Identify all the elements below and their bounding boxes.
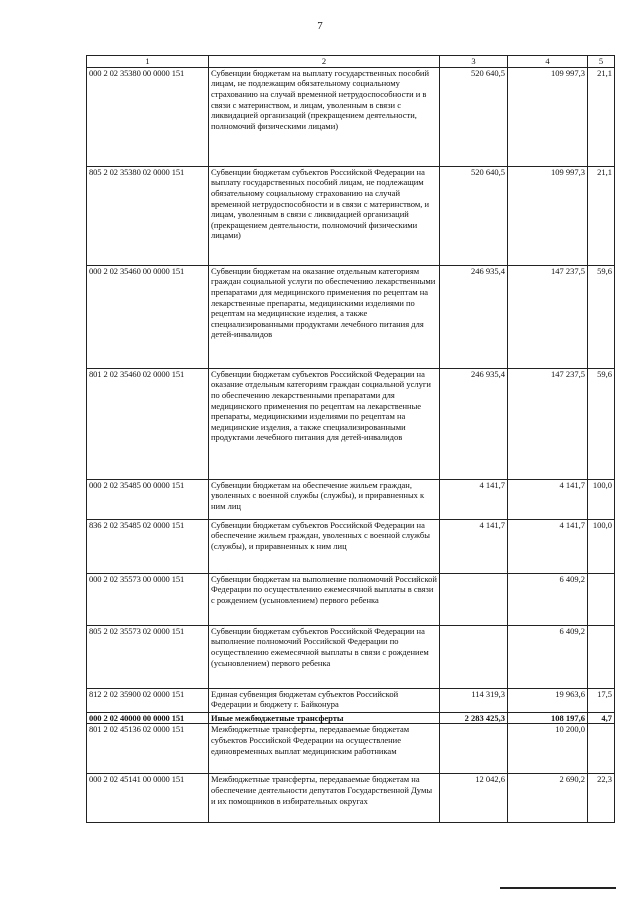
- budget-code-cell: 000 2 02 40000 00 0000 151: [87, 712, 209, 724]
- percent-cell: 59,6: [588, 368, 615, 479]
- plan-amount-cell: [440, 573, 508, 625]
- plan-amount-cell: 246 935,4: [440, 265, 508, 368]
- table-row: [87, 479, 615, 519]
- plan-amount-cell: 114 319,3: [440, 688, 508, 712]
- percent-cell: [588, 625, 615, 688]
- column-header-3: 3: [440, 56, 508, 68]
- description-cell: Субвенции бюджетам на оказание отдельным категориям граждан социальной услуги по обеспечению лекарственными препаратами для медицинского применения по рецептам на лекарственные препараты, медицинскими изделиями по рецептам на медицинские изделия, а также специализированными продуктами лечебного питания для детей-инвалидов: [209, 265, 440, 368]
- percent-cell: [588, 724, 615, 774]
- actual-amount-cell: 109 997,3: [508, 166, 588, 265]
- actual-amount-cell: 19 963,6: [508, 688, 588, 712]
- percent-cell: 21,1: [588, 166, 615, 265]
- column-header-5: 5: [588, 56, 615, 68]
- description-cell: Субвенции бюджетам субъектов Российской Федерации на выполнение полномочий Российской Федерации по осуществлению ежемесячной выплаты в связи с рождением (усыновлением) первого ребенка: [209, 625, 440, 688]
- description-cell: Субвенции бюджетам субъектов Российской Федерации на выплату государственных пособий лицам, не подлежащим обязательному социальному страхованию на случай временной нетрудоспособности и в связи с материнством, и лицам, уволенным в связи с ликвидацией организаций (прекращением деятельности, полномочий физическими лицами): [209, 166, 440, 265]
- actual-amount-cell: 4 141,7: [508, 479, 588, 519]
- budget-code-cell: 000 2 02 35460 00 0000 151: [87, 265, 209, 368]
- description-cell: Субвенции бюджетам на выплату государственных пособий лицам, не подлежащим обязательному социальному страхованию на случай временной нетрудоспособности и в связи с материнством, и лицам, уволенным в связи с ликвидацией организаций (прекращением деятельности, полномочий физическими лицами): [209, 67, 440, 166]
- table-body: [87, 67, 615, 823]
- column-header-4: 4: [508, 56, 588, 68]
- description-cell: Межбюджетные трансферты, передаваемые бюджетам субъектов Российской Федерации на осуществление единовременных выплат медицинским работникам: [209, 724, 440, 774]
- plan-amount-cell: [440, 625, 508, 688]
- plan-amount-cell: 246 935,4: [440, 368, 508, 479]
- budget-code-cell: 812 2 02 35900 02 0000 151: [87, 688, 209, 712]
- description-cell: Иные межбюджетные трансферты: [209, 712, 440, 724]
- table-row: [87, 67, 615, 166]
- budget-table: [86, 55, 615, 823]
- budget-code-cell: 000 2 02 45141 00 0000 151: [87, 774, 209, 823]
- budget-code-cell: 805 2 02 35573 02 0000 151: [87, 625, 209, 688]
- plan-amount-cell: 4 141,7: [440, 479, 508, 519]
- actual-amount-cell: 4 141,7: [508, 519, 588, 573]
- table-row: [87, 712, 615, 724]
- percent-cell: 100,0: [588, 519, 615, 573]
- description-cell: Субвенции бюджетам на выполнение полномочий Российской Федерации по осуществлению ежемесячной выплаты в связи с рождением (усыновлением) первого ребенка: [209, 573, 440, 625]
- actual-amount-cell: 108 197,6: [508, 712, 588, 724]
- page-number: 7: [317, 20, 323, 32]
- plan-amount-cell: 12 042,6: [440, 774, 508, 823]
- description-cell: Субвенции бюджетам субъектов Российской Федерации на оказание отдельным категориям граждан социальной услуги по обеспечению лекарственными препаратами для медицинского применения по рецептам на лекарственные препараты, медицинскими изделиями по рецептам на медицинские изделия, а также специализированными продуктами лечебного питания для детей-инвалидов: [209, 368, 440, 479]
- column-header-2: 2: [209, 56, 440, 68]
- actual-amount-cell: 6 409,2: [508, 625, 588, 688]
- budget-code-cell: 836 2 02 35485 02 0000 151: [87, 519, 209, 573]
- percent-cell: 21,1: [588, 67, 615, 166]
- description-cell: Межбюджетные трансферты, передаваемые бюджетам на обеспечение деятельности депутатов Государственной Думы и их помощников в избирательных округах: [209, 774, 440, 823]
- table-row: [87, 368, 615, 479]
- percent-cell: 59,6: [588, 265, 615, 368]
- table-row: [87, 166, 615, 265]
- actual-amount-cell: 2 690,2: [508, 774, 588, 823]
- percent-cell: [588, 573, 615, 625]
- table-header-row: [87, 56, 615, 68]
- actual-amount-cell: 109 997,3: [508, 67, 588, 166]
- budget-code-cell: 801 2 02 45136 02 0000 151: [87, 724, 209, 774]
- plan-amount-cell: 520 640,5: [440, 166, 508, 265]
- table-row: [87, 265, 615, 368]
- budget-code-cell: 805 2 02 35380 02 0000 151: [87, 166, 209, 265]
- plan-amount-cell: [440, 724, 508, 774]
- description-cell: Единая субвенция бюджетам субъектов Российской Федерации и бюджету г. Байконура: [209, 688, 440, 712]
- percent-cell: 17,5: [588, 688, 615, 712]
- percent-cell: 22,3: [588, 774, 615, 823]
- description-cell: Субвенции бюджетам на обеспечение жильем граждан, уволенных с военной службы (службы), и приравненных к ним лиц: [209, 479, 440, 519]
- actual-amount-cell: 10 200,0: [508, 724, 588, 774]
- percent-cell: 100,0: [588, 479, 615, 519]
- plan-amount-cell: 2 283 425,3: [440, 712, 508, 724]
- description-cell: Субвенции бюджетам субъектов Российской Федерации на обеспечение жильем граждан, уволенных с военной службы (службы), и приравненных к ним лиц: [209, 519, 440, 573]
- budget-code-cell: 000 2 02 35573 00 0000 151: [87, 573, 209, 625]
- column-header-1: 1: [87, 56, 209, 68]
- table-row: [87, 625, 615, 688]
- plan-amount-cell: 520 640,5: [440, 67, 508, 166]
- table-row: [87, 573, 615, 625]
- actual-amount-cell: 147 237,5: [508, 265, 588, 368]
- table-row: [87, 724, 615, 774]
- budget-code-cell: 000 2 02 35380 00 0000 151: [87, 67, 209, 166]
- actual-amount-cell: 147 237,5: [508, 368, 588, 479]
- actual-amount-cell: 6 409,2: [508, 573, 588, 625]
- plan-amount-cell: 4 141,7: [440, 519, 508, 573]
- percent-cell: 4,7: [588, 712, 615, 724]
- table-row: [87, 519, 615, 573]
- budget-code-cell: 000 2 02 35485 00 0000 151: [87, 479, 209, 519]
- table-row: [87, 688, 615, 712]
- budget-code-cell: 801 2 02 35460 02 0000 151: [87, 368, 209, 479]
- table-row: [87, 774, 615, 823]
- footer-divider: [500, 887, 616, 889]
